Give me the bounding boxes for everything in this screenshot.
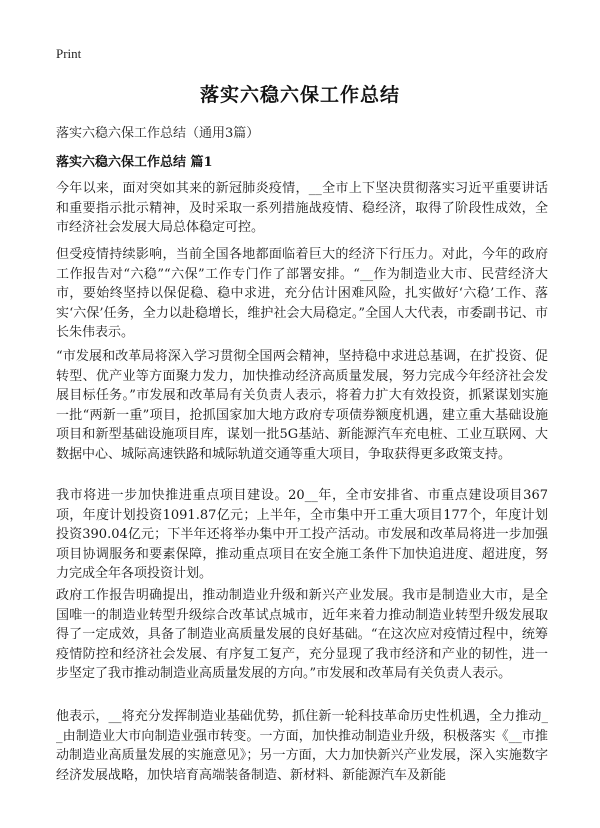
section-heading: 落实六稳六保工作总结 篇1 bbox=[56, 155, 213, 170]
body-paragraph-2: 但受疫情持续影响，当前全国各地都面临着巨大的经济下行压力。对此，今年的政府工作报告对“六稳”“六保”工作专门作了部署安排。“__作为制造业大市、民营经济大市，要始终坚持以保促稳、稳中求进，充分估计困难风险，扎实做好‘六稳’工作、落实‘六保’任务，全力以赴稳增长，维护社会大局稳定。”全国人大代表，市委副书记、市长朱伟表示。 bbox=[56, 247, 548, 340]
document-subtitle: 落实六稳六保工作总结（通用3篇） bbox=[56, 126, 260, 141]
page-title: 落实六稳六保工作总结 bbox=[199, 84, 400, 106]
print-link[interactable]: Print bbox=[56, 46, 82, 61]
body-paragraph-4: 我市将进一步加快推进重点项目建设。20__年，全市安排省、市重点建设项目367项，年度计划投资1091.87亿元；上半年，全市集中开工重大项目177个，年度计划投资390.04亿元；下半年还将举办集中开工投产活动。市发展和改革局将进一步加强项目协调服务和要素保障，推动重点项目在安全施工条件下加快追进度、超进度，努力完成全年各项投资计划。 bbox=[56, 488, 548, 581]
body-paragraph-1: 今年以来，面对突如其来的新冠肺炎疫情，__全市上下坚决贯彻落实习近平重要讲话和重要指示批示精神，及时采取一系列措施战疫情、稳经济，取得了阶段性成效，全市经济社会发展大局总体稳定可控。 bbox=[56, 181, 548, 235]
body-paragraph-6: 他表示，__将充分发挥制造业基础优势，抓住新一轮科技革命历史性机遇，全力推动__由制造业大市向制造业强市转变。一方面，加快推动制造业升级，积极落实《__市推动制造业高质量发展的实施意见》；另一方面，大力加快新兴产业发展，深入实施数字经济发展战略，加快培育高端装备制造、新材料、新能源汽车及新能 bbox=[56, 709, 548, 783]
body-paragraph-5: 政府工作报告明确提出，推动制造业升级和新兴产业发展。我市是制造业大市，是全国唯一的制造业转型升级综合改革试点城市，近年来着力推动制造业转型升级发展取得了一定成效，具备了制造业高质量发展的良好基础。“在这次应对疫情过程中，统筹疫情防控和经济社会发展、有序复工复产，充分显现了我市经济和产业的韧性，进一步坚定了我市推动制造业高质量发展的方向。”市发展和改革局有关负责人表示。 bbox=[56, 588, 548, 681]
body-paragraph-3: “市发展和改革局将深入学习贯彻全国两会精神，坚持稳中求进总基调，在扩投资、促转型、优产业等方面聚力发力，加快推动经济高质量发展，努力完成今年经济社会发展目标任务。”市发展和改革局有关负责人表示，将着力扩大有效投资，抓紧谋划实施一批“两新一重”项目，抢抓国家加大地方政府专项债券额度机遇，建立重大基础设施项目和新型基础设施项目库，谋划一批5G基站、新能源汽车充电桩、工业互联网、大数据中心、城际高速铁路和城际轨道交通等重大项目，争取获得更多政策支持。 bbox=[56, 349, 548, 462]
